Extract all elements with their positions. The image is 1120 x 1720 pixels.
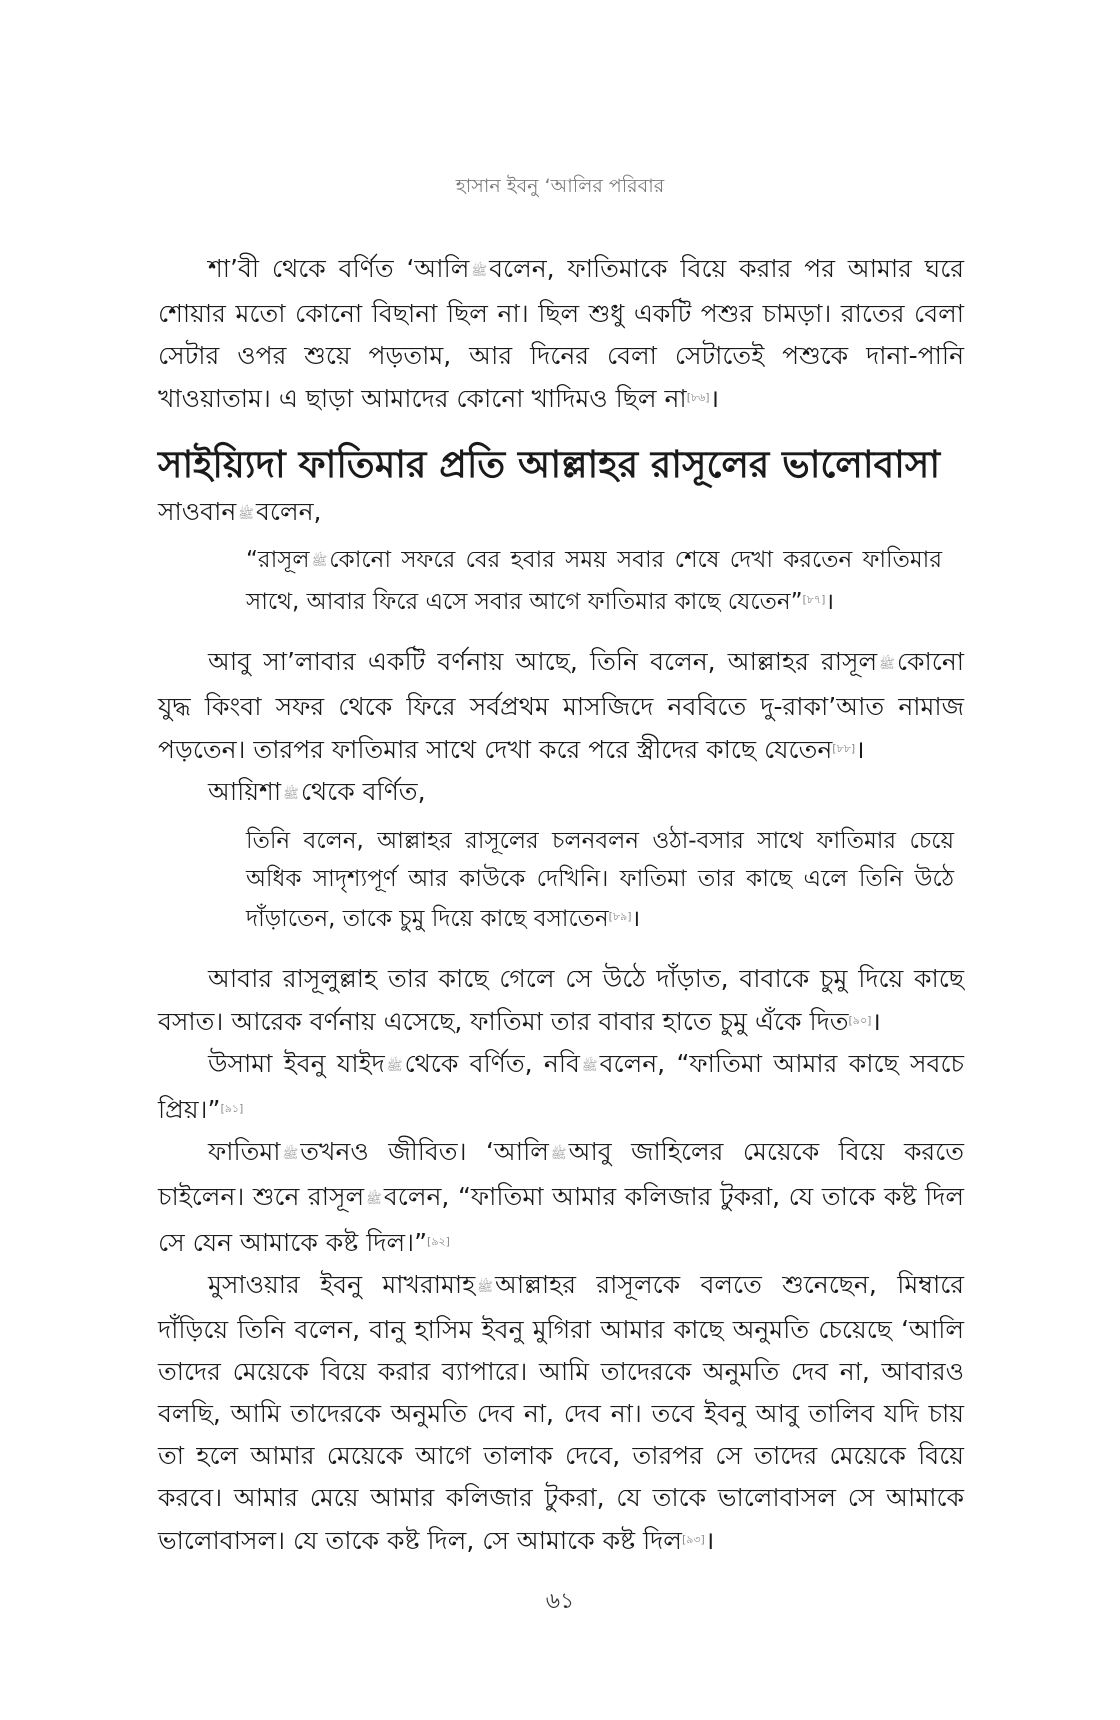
honorific-glyph: ﷺ [282,1147,299,1162]
quote-text: “রাসূল [246,547,310,573]
paragraph-end: । [855,735,865,764]
paragraph-shabi [158,248,964,420]
paragraph-aisha [158,771,964,816]
paragraph-rasulullah [158,958,964,1043]
page-number: ৬১ [545,1589,575,1614]
honorific-glyph: ﷺ [238,507,254,522]
honorific-glyph: ﷺ [471,264,488,279]
paragraph-text: আবার রাসূলুল্লাহ তার কাছে গেলে সে উঠে দাঁড়াত, বাবাকে চুমু দিয়ে কাছে বসাত। আরেক বর্ণনায় এসেছে, ফাতিমা তার বাবার হাতে চুমু এঁকে দিত [158,964,964,1036]
page-body [158,248,964,1562]
footnote-marker: [৯১] [220,1102,244,1115]
footnote-marker: [৮৯] [608,910,632,923]
honorific-glyph: ﷺ [311,554,328,569]
paragraph-text: মুসাওয়ার ইবনু মাখরামাহ [208,1270,476,1299]
quote-text: তিনি বলেন, আল্লাহর রাসূলের চলনবলন ওঠা-বসার সাথে ফাতিমার চেয়ে অধিক সাদৃশ্যপূর্ণ আর কাউকে দেখিনি। ফাতিমা তার কাছে এলে তিনি উঠে দাঁড়াতেন, তাকে চুমু দিয়ে কাছে বসাতেন [246,828,954,932]
paragraph-text: আবু জাহিলের মেয়েকে বিয়ে করতে চাইলেন। শুনে রাসূল [158,1137,964,1211]
block-quote [158,822,964,938]
paragraph-text: বলেন, “ফাতিমা আমার কলিজার টুকরা, যে তাকে কষ্ট দিল সে যেন আমাকে কষ্ট দিল।” [158,1182,964,1257]
footnote-marker: [৯০] [848,1014,872,1027]
spacer [158,621,964,641]
paragraph-end: । [704,1526,715,1555]
paragraph-abu-salaba [158,641,964,771]
honorific-glyph: ﷺ [550,1147,567,1162]
paragraph-thawban [158,492,964,535]
quote-end: । [825,589,835,615]
paragraph-miswar [158,1264,964,1562]
paragraph-text: বলেন, [255,497,322,526]
footnote-marker: [৮৬] [686,391,710,404]
paragraph-usama [158,1043,964,1131]
running-header: হাসান ইবনু ‘আলির পরিবার [455,175,665,197]
footnote-marker: [৮৮] [832,742,856,755]
paragraph-end: । [709,384,720,413]
spacer [158,938,964,958]
paragraph-text: শা’বী থেকে বর্ণিত ‘আলি [208,254,470,283]
paragraph-text: ফাতিমা [208,1137,281,1166]
honorific-glyph: ﷺ [366,1192,382,1207]
honorific-glyph: ﷺ [283,787,299,802]
paragraph-text: বলেন, “ফাতিমা আমার কাছে সবচে প্রিয়।” [158,1049,964,1124]
paragraph-text: থেকে বর্ণিত, [300,777,426,806]
paragraph-text: আয়িশা [208,777,282,806]
footnote-marker: [৯৩] [681,1533,705,1546]
paragraph-text: আল্লাহর রাসূলকে বলতে শুনেছেন, মিম্বারে দাঁড়িয়ে তিনি বলেন, বানু হাসিম ইবনু মুগিরা আমার কাছে অনুমতি চেয়েছে ‘আলি তাদের মেয়েকে বিয়ে করার ব্যাপারে। আমি তাদেরকে অনুমতি দেব না, আবারও বলছি, আমি তাদেরকে অনুমতি দেব না, দেব না। তবে ইবনু আবু তালিব যদি চায় তা হলে আমার মেয়েকে আগে তালাক দেবে, তারপর সে তাদের মেয়েকে বিয়ে করবে। আমার মেয়ে আমার কলিজার টুকরা, যে তাকে ভালোবাসল সে আমাকে ভালোবাসল। যে তাকে কষ্ট দিল, সে আমাকে কষ্ট দিল [158,1270,964,1555]
paragraph-end: । [871,1007,881,1036]
paragraph-text: সাওবান [158,497,237,526]
honorific-glyph: ﷺ [879,657,895,672]
paragraph-text: উসামা ইবনু যাইদ [208,1049,385,1078]
section-heading: সাইয়্যিদা ফাতিমার প্রতি আল্লাহর রাসূলের ভালোবাসা [158,443,941,486]
paragraph-fatima-alive [158,1131,964,1264]
block-quote [158,541,964,621]
quote-text: কোনো সফরে বের হবার সময় সবার শেষে দেখা করতেন ফাতিমার সাথে, আবার ফিরে এসে সবার আগে ফাতিমার কাছে যেতেন” [246,547,942,615]
paragraph-text: কোনো যুদ্ধ কিংবা সফর থেকে ফিরে সর্বপ্রথম মাসজিদে নববিতে দু-রাকা’আত নামাজ পড়তেন। তারপর ফাতিমার সাথে দেখা করে পরে স্ত্রীদের কাছে যেতেন [158,647,964,764]
footnote-marker: [৯২] [427,1235,450,1248]
honorific-glyph: ﷺ [386,1059,403,1074]
quote-end: । [631,906,641,932]
paragraph-text: তখনও জীবিত। ‘আলি [300,1137,549,1166]
honorific-glyph: ﷺ [477,1280,493,1295]
honorific-glyph: ﷺ [581,1059,598,1074]
footnote-marker: [৮৭] [802,593,826,606]
paragraph-text: থেকে বর্ণিত, নবি [404,1049,580,1078]
paragraph-text: বলেন, ফাতিমাকে বিয়ে করার পর আমার ঘরে শোয়ার মতো কোনো বিছানা ছিল না। ছিল শুধু একটি পশুর চামড়া। রাতের বেলা সেটার ওপর শুয়ে পড়তাম, আর দিনের বেলা সেটাতেই পশুকে দানা-পানি খাওয়াতাম। এ ছাড়া আমাদের কোনো খাদিমও ছিল না [158,254,964,413]
paragraph-text: আবু সা’লাবার একটি বর্ণনায় আছে, তিনি বলেন, আল্লাহর রাসূল [208,647,878,676]
